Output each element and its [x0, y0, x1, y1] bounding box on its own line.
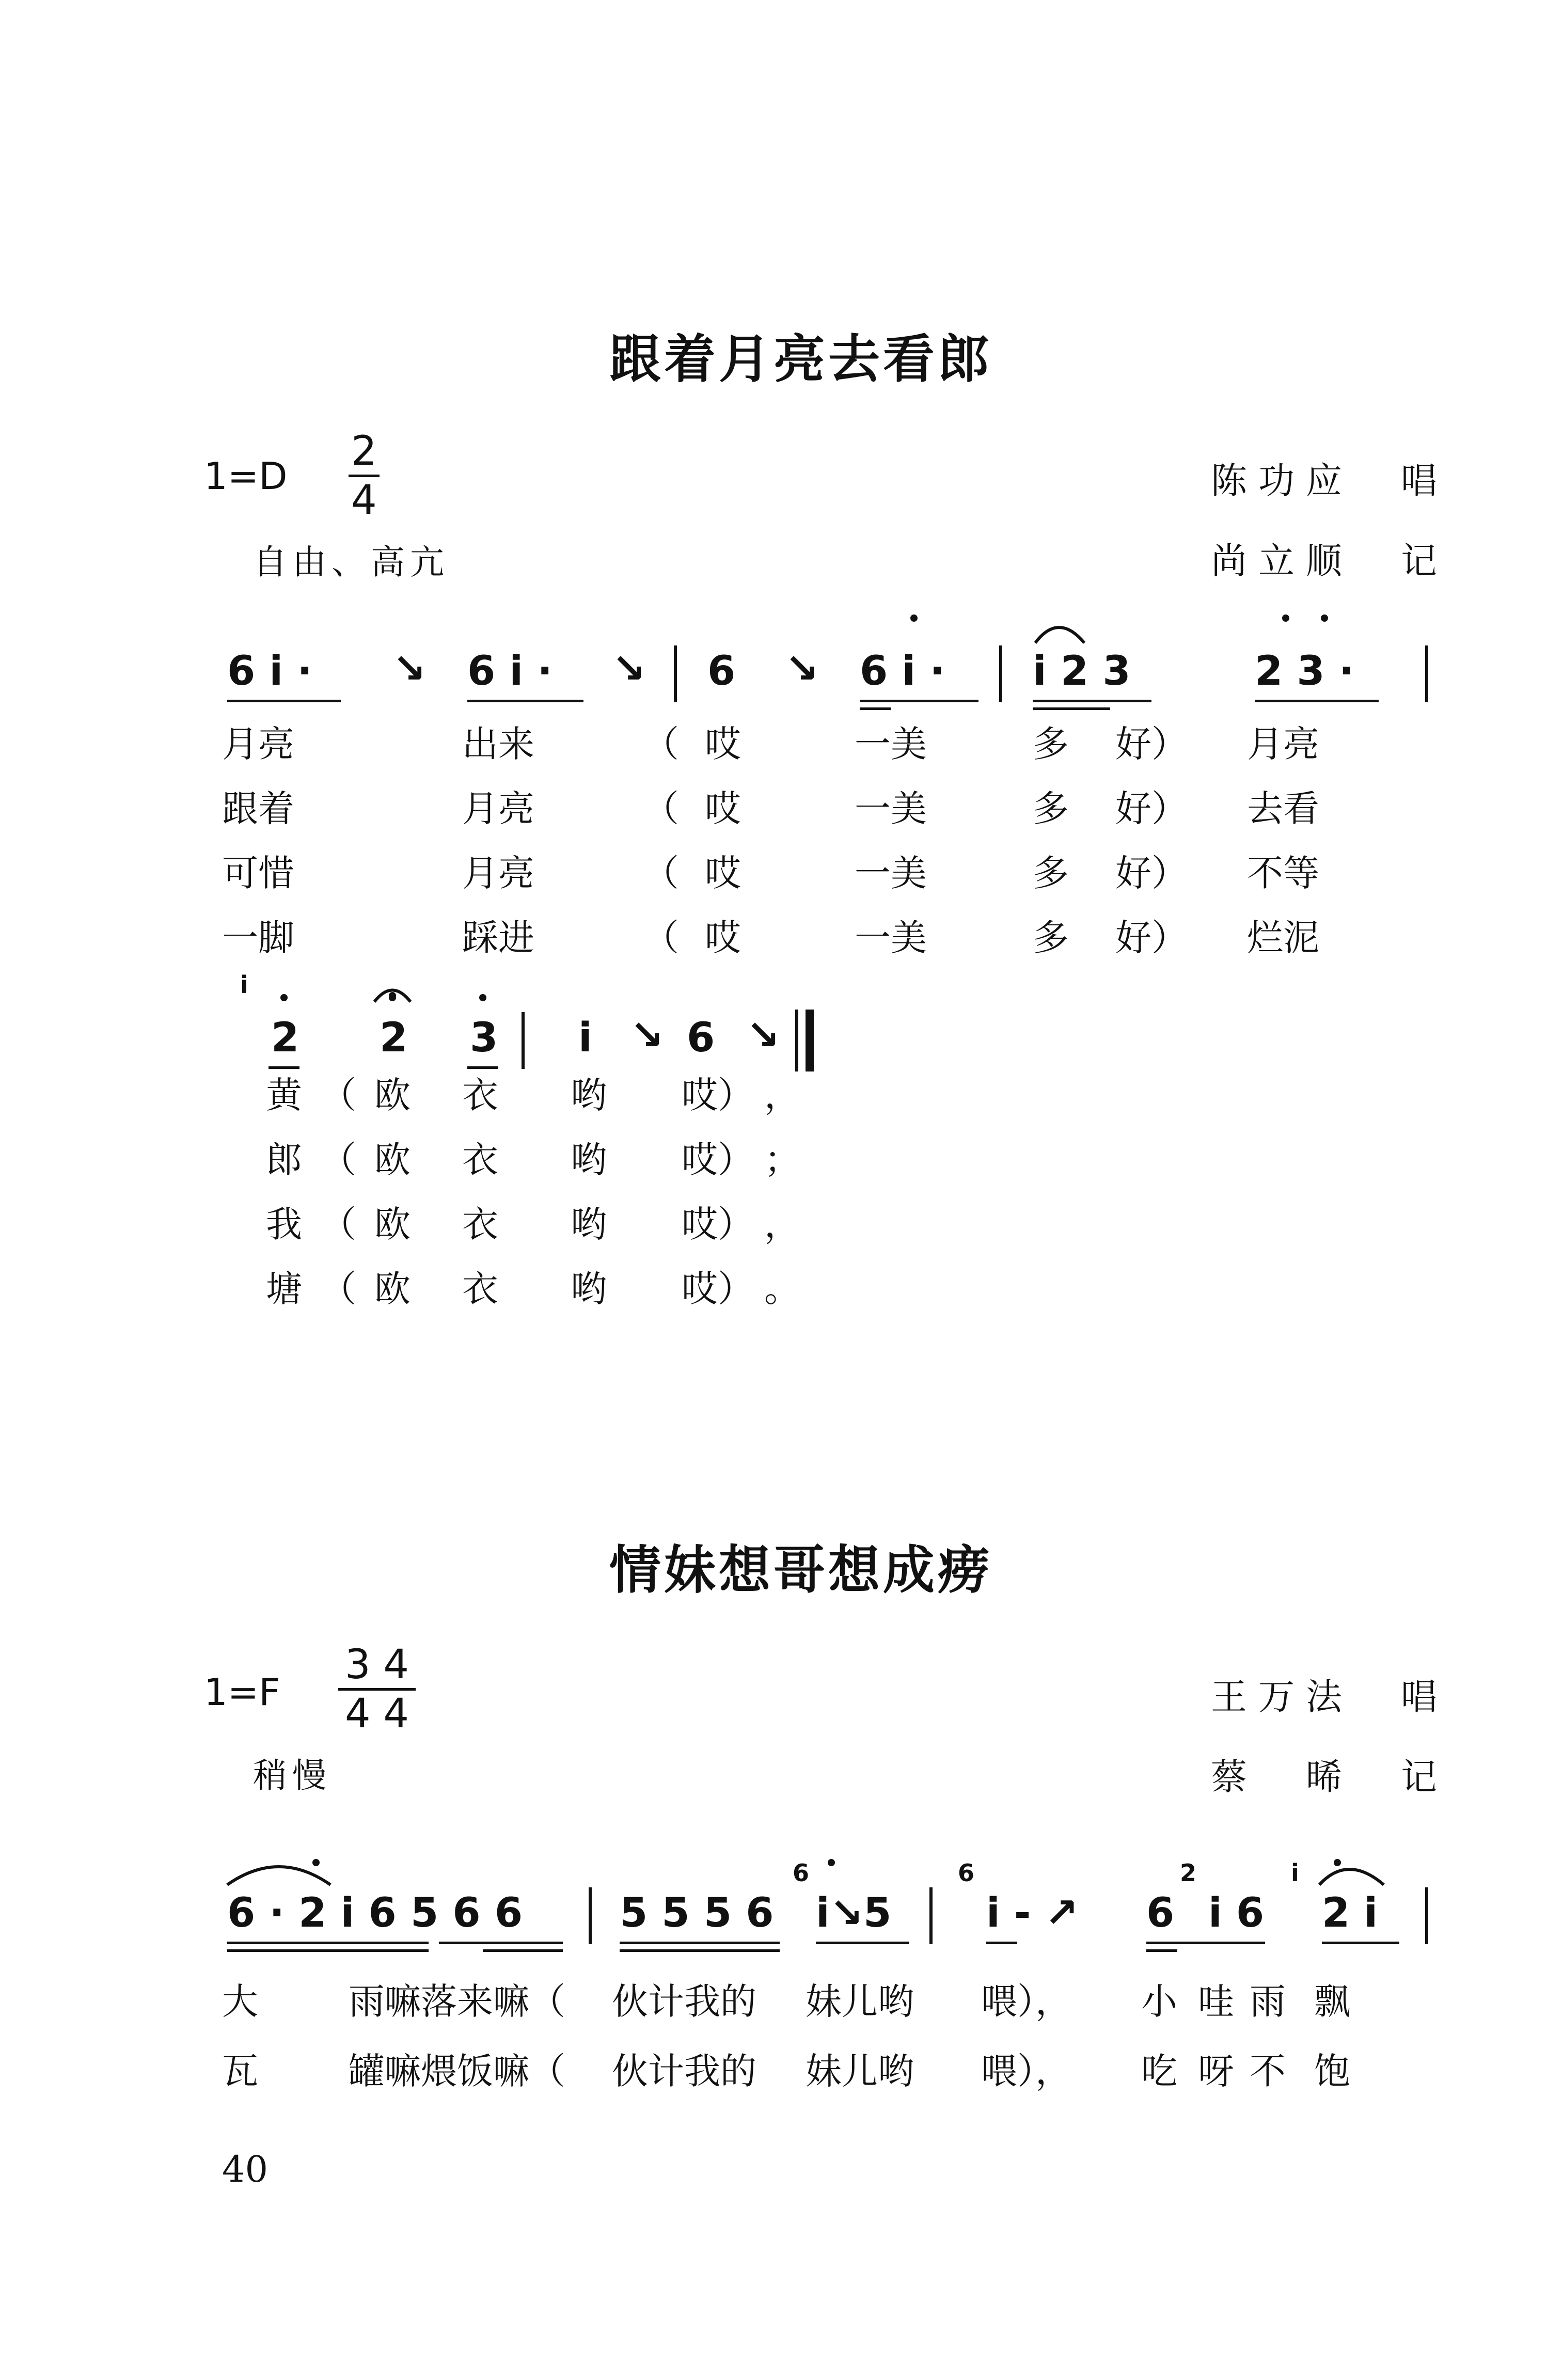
slur-arc: [1035, 627, 1084, 643]
song2-recorder: 蔡 晞 记: [1211, 1756, 1448, 1798]
song1-singer: 陈功应 唱: [1211, 460, 1448, 502]
song1-time-denominator: 4: [351, 477, 377, 524]
page-number: 40: [222, 2148, 269, 2190]
note-group: 6 i ·: [227, 648, 312, 695]
note-group: 2 i: [1322, 1890, 1378, 1936]
note-group: i↘5: [816, 1890, 892, 1936]
slide-mark: ↘: [612, 645, 646, 692]
song2-key: 1=F: [204, 1670, 280, 1714]
song2-tempo: 稍慢: [253, 1756, 331, 1795]
note: 2: [380, 1015, 408, 1061]
slide-mark: ↘: [392, 645, 427, 692]
song1-recorder: 尚立顺 记: [1211, 540, 1448, 582]
slide-mark: ↘: [746, 1012, 780, 1059]
grace-note: 6: [793, 1859, 810, 1887]
slur-arc: [1319, 1869, 1384, 1885]
note: 6: [707, 648, 736, 695]
song2-singer: 王万法 唱: [1211, 1676, 1448, 1718]
slur-arc: [227, 1867, 330, 1885]
note: 3: [470, 1015, 498, 1061]
grace-note: 2: [1180, 1859, 1197, 1887]
slide-mark: ↘: [785, 645, 819, 692]
grace-note: i: [1291, 1859, 1299, 1887]
song1-title: 跟着月亮去看郎: [609, 329, 992, 389]
slide-mark: ↘: [630, 1012, 664, 1059]
song1-time-numerator: 2: [351, 428, 377, 475]
note: 6: [687, 1015, 715, 1061]
song2-title: 情妹想哥想成痨: [609, 1540, 992, 1600]
note: 6: [1146, 1890, 1175, 1936]
note-group: 6 i ·: [860, 648, 945, 695]
note-group: 6 · 2 i 6 5 6 6: [227, 1890, 523, 1936]
song2-time-denominator: 4 4: [344, 1691, 409, 1737]
song1-tempo: 自由、高亢: [253, 542, 449, 582]
note-group: i 6: [1208, 1890, 1265, 1936]
song2-time-numerator: 3 4: [344, 1642, 409, 1688]
note: 2: [271, 1015, 299, 1061]
note: i: [578, 1015, 592, 1061]
note-group: i 2 3: [1033, 648, 1131, 695]
note-group: 6 i ·: [467, 648, 552, 695]
grace-note: i: [240, 971, 248, 999]
note-group: i - ↗: [986, 1890, 1079, 1936]
grace-note: 6: [958, 1859, 975, 1887]
note-group: 2 3 ·: [1255, 648, 1354, 695]
song1-key: 1=D: [204, 454, 288, 498]
note-group: 5 5 5 6: [620, 1890, 774, 1936]
